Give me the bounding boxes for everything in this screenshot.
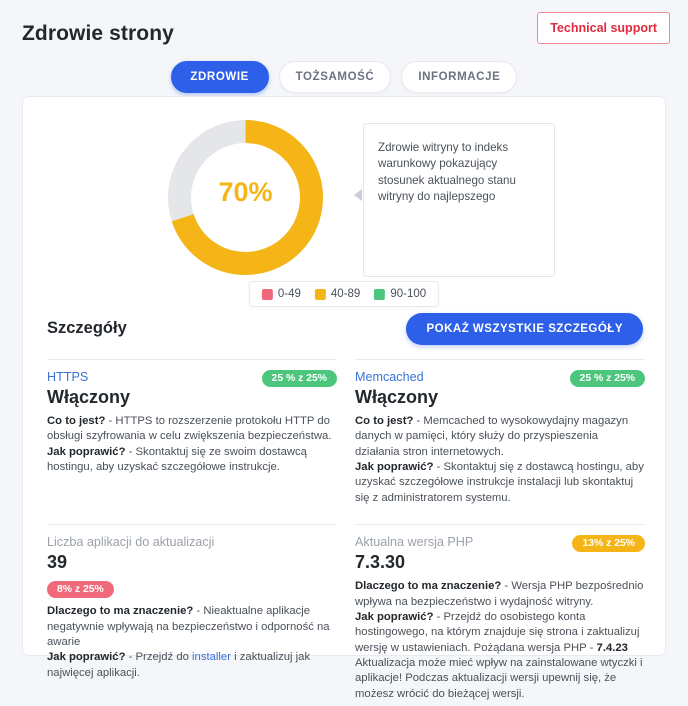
desc-bold-0: Co to jest? — [355, 415, 414, 427]
item-label[interactable]: HTTPS — [47, 370, 89, 384]
item-value: Włączony — [355, 387, 439, 407]
item-label[interactable]: Aktualna wersja PHP — [355, 535, 474, 550]
details-row — [47, 524, 645, 706]
status-badge: 25 % z 25% — [570, 370, 645, 387]
item-label[interactable]: Liczba aplikacji do aktualizacji — [47, 535, 215, 550]
detail-item-https — [47, 359, 337, 510]
desc-bold-1: Jak poprawić? — [47, 445, 126, 458]
details-grid — [47, 359, 645, 706]
desc-text-0: - Memcached to wysokowydajny magazyn danych w pamięci, który służy do przyspieszenia działania stron internetowych. — [355, 415, 629, 458]
item-label[interactable]: Memcached — [355, 370, 424, 384]
detail-item-apps-to-update — [47, 524, 337, 706]
legend-swatch-green-icon — [374, 289, 385, 300]
show-all-details-button[interactable]: POKAŻ WSZYSTKIE SZCZEGÓŁY — [406, 313, 643, 345]
item-description — [355, 414, 645, 506]
tab-informacje[interactable]: INFORMACJE — [401, 61, 517, 93]
status-badge: 25 % z 25% — [262, 370, 337, 387]
details-header — [47, 313, 643, 347]
legend-item-40-89 — [315, 288, 360, 300]
desc-text-1: - Skontaktuj się ze swoim dostawcą hostingu, aby uzyskać szczegółowe instrukcje. — [47, 445, 307, 474]
detail-item-memcached — [355, 359, 645, 510]
desc-bold-1-after: 7.4.23 — [596, 641, 628, 654]
legend-swatch-red-icon — [262, 289, 273, 300]
desc-bold-0: Dlaczego to ma znaczenie? — [47, 605, 194, 618]
health-tooltip-text: Zdrowie witryny to indeks warunkowy pokazujący stosunek aktualnego stanu witryny do najlepszego — [378, 141, 516, 204]
health-gauge — [163, 115, 353, 290]
tab-bar — [0, 61, 688, 93]
desc-bold-1: Jak poprawić? — [47, 651, 126, 664]
gauge-legend — [249, 281, 439, 307]
desc-bold-1: Jak poprawić? — [355, 461, 434, 474]
desc-bold-0: Co to jest? — [47, 415, 106, 427]
legend-label-40-89: 40-89 — [330, 288, 361, 300]
health-card — [22, 96, 666, 700]
detail-item-php-version — [355, 524, 645, 706]
desc-text-1: - Przejdź do — [125, 651, 193, 664]
details-title: Szczegóły — [47, 319, 127, 337]
legend-swatch-yellow-icon — [315, 289, 326, 300]
desc-text-1-after: i zaktualizuj jak najwięcej aplikacji. — [47, 651, 311, 679]
desc-text-2: Aktualizacja może mieć wpływ na zainstalowane wtyczki i aplikacje! Podczas aktualizacji wersji upewnij się, że możesz wrócić do bieżącej wersji. — [355, 656, 643, 700]
desc-text-0: - Nieaktualne aplikacje negatywnie wpływają na bezpieczeństwo i odporność na awarie — [47, 605, 330, 648]
status-badge: 8% z 25% — [47, 581, 114, 598]
technical-support-button[interactable]: Technical support — [537, 12, 670, 44]
tab-zdrowie[interactable]: ZDROWIE — [171, 61, 269, 93]
item-description — [47, 414, 337, 475]
health-tooltip — [363, 123, 555, 277]
desc-text-0: - Wersja PHP bezpośrednio wpływa na bezpieczeństwo i wydajność witryny. — [355, 580, 644, 608]
desc-bold-1: Jak poprawić? — [355, 610, 434, 623]
legend-label-0-49: 0-49 — [277, 288, 301, 300]
item-value: 39 — [47, 552, 68, 573]
desc-text-1: - Skontaktuj się z dostawcą hostingu, aby uzyskać szczegółowe instrukcje instalacji lub skontaktuj się z administratorem systemu. — [355, 461, 644, 504]
item-value: Włączony — [47, 387, 131, 407]
item-value: 7.3.30 — [355, 552, 406, 573]
installer-link[interactable]: installer — [192, 651, 231, 664]
desc-bold-0: Dlaczego to ma znaczenie? — [355, 580, 502, 593]
legend-item-90-100 — [374, 288, 426, 300]
item-description — [47, 604, 337, 681]
desc-text-0: - HTTPS to rozszerzenie protokołu HTTP do obsługi szyfrowania w celu zwiększenia bezpieczeństwa. — [47, 415, 332, 443]
tooltip-arrow-icon — [354, 189, 362, 201]
gauge-value-label: 70% — [218, 177, 273, 207]
legend-label-90-100: 90-100 — [390, 288, 427, 300]
status-badge: 13% z 25% — [572, 535, 645, 552]
tab-tozsamosc[interactable]: TOŻSAMOŚĆ — [279, 61, 392, 93]
legend-item-0-49 — [262, 288, 301, 300]
page-title: Zdrowie strony — [22, 22, 174, 45]
desc-text-1: - Przejdź do osobistego konta hostingowego, na którym znajduje się strona i zaktualizuj wersję w ustawieniach. Pożądana wersja PHP - — [355, 610, 640, 654]
details-row — [47, 359, 645, 510]
item-description — [355, 579, 645, 702]
